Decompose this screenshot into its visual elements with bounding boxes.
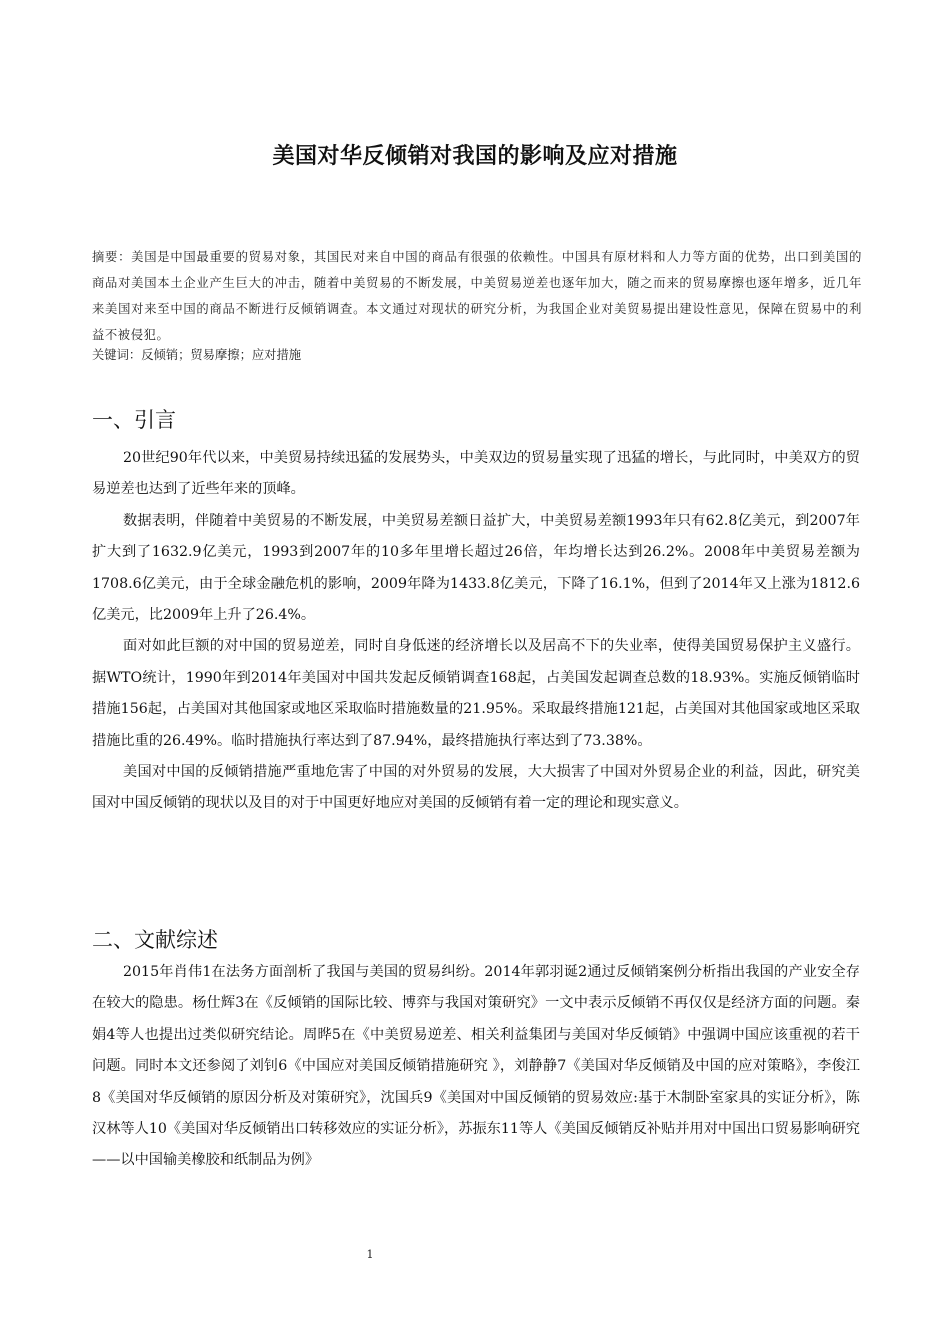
paragraph: 面对如此巨额的对中国的贸易逆差，同时自身低迷的经济增长以及居高不下的失业率，使得美国贸易保护主义盛行。据WTO统计，1990年到2014年美国对中国共发起反倾销调查168起，占美国发起调查总数的18.93%。实施反倾销临时措施156起，占美国对其他国家或地区采取临时措施数量的21.95%。采取最终措施121起，占美国对其他国家或地区采取措施比重的26.49%。临时措施执行率达到了87.94%，最终措施执行率达到了73.38%。 (92, 638, 860, 749)
paragraph: 2015年肖伟1在法务方面剖析了我国与美国的贸易纠纷。2014年郭羽诞2通过反倾销案例分析指出我国的产业安全存在较大的隐患。杨仕辉3在《反倾销的国际比较、博弈与我国对策研究》一文中表示反倾销不再仅仅是经济方面的问题。秦娟4等人也提出过类似研究结论。周晔5在《中美贸易逆差、相关利益集团与美国对华反倾销》中强调中国应该重视的若干问题。同时本文还参阅了刘钊6《中国应对美国反倾销措施研究 》，刘静静7《美国对华反倾销及中国的应对策略》，李俊江8《美国对华反倾销的原因分析及对策研究》，沈国兵9《美国对中国反倾销的贸易效应:基于木制卧室家具的实证分析》，陈汉林等人10《美国对华反倾销出口转移效应的实证分析》，苏振东11等人《美国反倾销反补贴并用对中国出口贸易影响研究——以中国输美橡胶和纸制品为例》 (92, 964, 860, 1169)
section-heading-introduction: 一、引言 (92, 408, 176, 432)
page-number: 1 (366, 1248, 374, 1261)
section-heading-literature-review: 二、文献综述 (92, 928, 218, 952)
paragraph: 20世纪90年代以来，中美贸易持续迅猛的发展势头，中美双边的贸易量实现了迅猛的增长，与此同时，中美双方的贸易逆差也达到了近些年来的顶峰。 (92, 450, 860, 498)
paragraph: 美国对中国的反倾销措施严重地危害了中国的对外贸易的发展，大大损害了中国对外贸易企业的利益，因此，研究美国对中国反倾销的现状以及目的对于中国更好地应对美国的反倾销有着一定的理论和现实意义。 (92, 764, 860, 812)
document-title: 美国对华反倾销对我国的影响及应对措施 (272, 143, 678, 169)
section-introduction-body (92, 443, 860, 820)
abstract: 摘要：美国是中国最重要的贸易对象，其国民对来自中国的商品有很强的依赖性。中国具有原材料和人力等方面的优势，出口到美国的商品对美国本土企业产生巨大的冲击，随着中美贸易的不断发展，中美贸易逆差也逐年加大，随之而来的贸易摩擦也逐年增多，近几年来美国对来至中国的商品不断进行反倾销调查。本文通过对现状的研究分析，为我国企业对美贸易提出建设性意见，保障在贸易中的利益不被侵犯。 (92, 250, 862, 342)
paragraph: 数据表明，伴随着中美贸易的不断发展，中美贸易差额日益扩大，中美贸易差额1993年只有62.8亿美元，到2007年扩大到了1632.9亿美元，1993到2007年的10多年里增长超过26倍，年均增长达到26.2%。2008年中美贸易差额为1708.6亿美元，由于全球金融危机的影响，2009年降为1433.8亿美元，下降了16.1%，但到了2014年又上涨为1812.6亿美元，比2009年上升了26.4%。 (92, 512, 860, 624)
keywords: 关键词：反倾销；贸易摩擦；应对措施 (92, 348, 302, 362)
section-literature-review-body (92, 957, 860, 1177)
